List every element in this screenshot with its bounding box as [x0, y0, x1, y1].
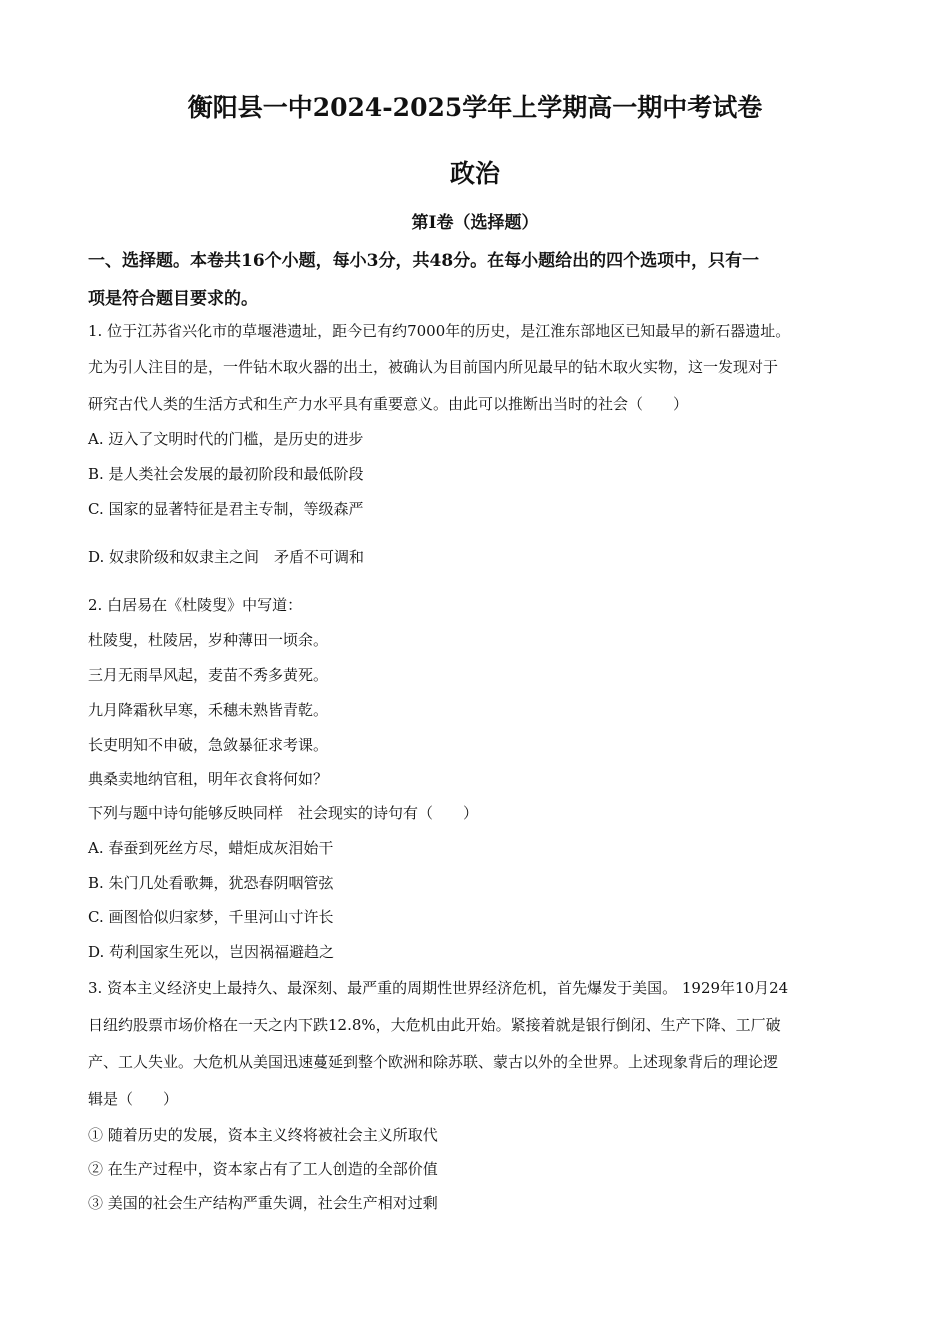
q3-stem-line-1: 3. 资本主义经济史上最持久、最深刻、最严重的周期性世界经济危机，首先爆发于美国。 1929年10月24: [88, 979, 789, 997]
q2-option-a: A. 春蚕到死丝方尽，蜡炬成灰泪始干: [88, 839, 334, 857]
q1-stem-line-2: 尤为引人注目的是，一件钻木取火器的出土，被确认为目前国内所见最早的钻木取火实物，这一发现对于: [88, 358, 779, 376]
q3-item-3: ③ 美国的社会生产结构严重失调，社会生产相对过剩: [88, 1194, 438, 1212]
section-instruction-line-2: 项是符合题目要求的。: [88, 289, 258, 309]
q2-poem-line: 三月无雨旱风起，麦苗不秀多黄死。: [88, 666, 329, 684]
q1-stem-line-1: 1. 位于江苏省兴化市的草堰港遗址，距今已有约7000年的历史，是江淮东部地区已知最早的新石器遗址。: [88, 322, 791, 340]
q1-stem-line-3: 研究古代人类的生活方式和生产力水平具有重要意义。由此可以推断出当时的社会（ ）: [88, 395, 689, 413]
q2-option-b: B. 朱门几处看歌舞，犹恐春阴咽管弦: [88, 874, 334, 892]
q2-poem-line: 九月降霜秋早寒，禾穗未熟皆青乾。: [88, 701, 329, 719]
q1-option-b: B. 是人类社会发展的最初阶段和最低阶段: [88, 465, 364, 483]
q2-option-d: D. 苟利国家生死以，岂因祸福避趋之: [88, 943, 335, 961]
q3-stem-line-3: 产、工人失业。大危机从美国迅速蔓延到整个欧洲和除苏联、蒙古以外的全世界。上述现象背后的理论逻: [88, 1053, 779, 1071]
q2-poem-line: 杜陵叟，杜陵居，岁种薄田一顷余。: [88, 631, 329, 649]
section-instruction-line-1: 一、选择题。本卷共16个小题，每小3分，共48分。在每小题给出的四个选项中，只有一: [88, 251, 760, 271]
q2-option-c: C. 画图恰似归家梦，千里河山寸许长: [88, 908, 334, 926]
q2-poem-line: 长吏明知不申破，急敛暴征求考课。: [88, 736, 329, 754]
q3-stem-line-2: 日纽约股票市场价格在一天之内下跌12.8%，大危机由此开始。紧接着就是银行倒闭、生产下降、工厂破: [88, 1016, 781, 1034]
exam-title: 衡阳县一中2024-2025学年上学期高一期中考试卷: [187, 93, 763, 122]
q3-stem-line-4: 辑是（ ）: [88, 1090, 179, 1108]
part-title: 第Ⅰ卷（选择题）: [411, 213, 539, 233]
q1-option-c: C. 国家的显著特征是君主专制，等级森严: [88, 500, 364, 518]
q2-poem-line: 典桑卖地纳官租，明年衣食将何如？: [88, 770, 329, 788]
q3-item-2: ② 在生产过程中，资本家占有了工人创造的全部价值: [88, 1160, 438, 1178]
subject-title: 政治: [449, 159, 500, 188]
q1-option-d: D. 奴隶阶级和奴隶主之间 矛盾不可调和: [88, 548, 365, 566]
q2-question: 下列与题中诗句能够反映同样 社会现实的诗句有（ ）: [88, 804, 479, 822]
q2-intro: 2. 白居易在《杜陵叟》中写道：: [88, 596, 303, 614]
q1-option-a: A. 迈入了文明时代的门槛，是历史的进步: [88, 430, 364, 448]
q3-item-1: ① 随着历史的发展，资本主义终将被社会主义所取代: [88, 1126, 438, 1144]
